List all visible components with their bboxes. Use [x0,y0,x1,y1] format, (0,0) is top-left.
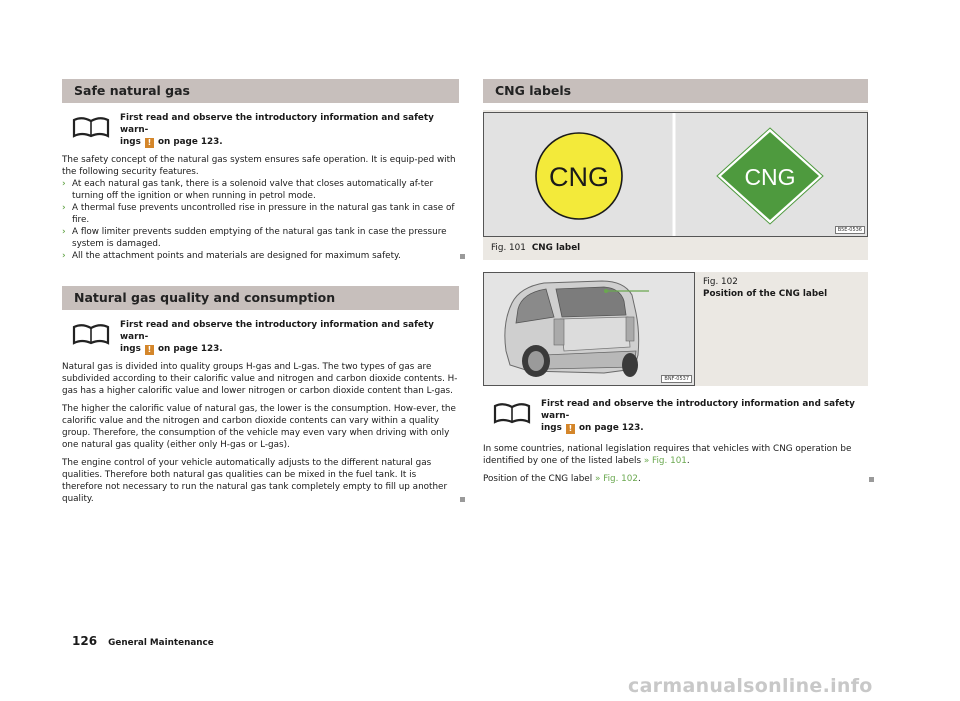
section-end-icon [460,497,465,502]
left-column [62,79,459,505]
list-item: › At each natural gas tank, there is a solenoid valve that closes automatically af-ter turning off the ignition or when running in petrol mode. [62,179,434,201]
intro-note: First read and observe the introductory information and safety warn- ings ! on page 123. [483,398,868,434]
paragraph: The higher the calorific value of natural gas, the lower is the consumption. How-ever, the calorific value and the nitrogen and carbon dioxide contents can vary within a quality group. Therefore, the consumption of the vehicle may even vary when driving with only one natural gas quality (either only H-gas or L-gas). [62,404,456,450]
figure-102 [483,272,868,386]
figure-caption: Fig. 102 Position of the CNG label [703,277,828,299]
watermark: carmanualsonline.info [628,675,873,697]
page-number: 126 [72,634,98,648]
warning-icon: ! [145,138,154,148]
image-code: B5E-0536 [835,226,865,234]
right-column [483,79,868,485]
figure-image [483,112,868,237]
section-heading-cng-labels: CNG labels [483,79,868,103]
car-rear-illustration [484,273,694,385]
list-item: › A thermal fuse prevents uncontrolled rise in pressure in the natural gas tank in case of fire. [62,203,455,225]
paragraph: Natural gas is divided into quality groups H-gas and L-gas. The two types of gas are subdivided according to their calorific value and nitrogen and carbon dioxide contents. H-gas has a higher calorific value and lower nitrogen or carbon dioxide content than L-gas. [62,362,458,396]
open-book-icon [72,323,110,345]
page-footer [72,630,214,649]
svg-text:CNG: CNG [744,164,796,190]
section-heading-safe-natural-gas: Safe natural gas [62,79,459,103]
warning-icon: ! [145,345,154,355]
fig-102-link[interactable]: » Fig. 102 [594,474,638,484]
list-item: › A flow limiter prevents sudden emptying of the natural gas tank in case the pressure system is damaged. [62,227,447,249]
intro-note: First read and observe the introductory information and safety warn- ings ! on page 123. [62,112,459,148]
figure-image [483,272,695,386]
warning-icon: ! [566,424,575,434]
section-end-icon [460,254,465,259]
image-code: BNF-0537 [661,375,692,383]
section-end-icon [869,477,874,482]
list-item: › All the attachment points and materials are designed for maximum safety. [62,250,459,262]
feature-list [62,178,459,262]
paragraph: The safety concept of the natural gas system ensures safe operation. It is equip-ped with the following security features. [62,155,456,177]
paragraph: The engine control of your vehicle automatically adjusts to the different natural gas qualities. Therefore both natural gas qualities can be mixed in the fuel tank. It is therefore not necessary to run the natural gas tank completely empty to fill up another quality. [62,458,448,504]
figure-101 [483,110,868,260]
open-book-icon [493,402,531,424]
paragraph: Position of the CNG label » Fig. 102. [483,474,641,484]
intro-note: First read and observe the introductory information and safety warn- ings ! on page 123. [62,319,459,355]
footer-section-title: General Maintenance [108,638,214,648]
paragraph: In some countries, national legislation requires that vehicles with CNG operation be identified by one of the listed labels » Fig. 101. [483,444,852,466]
fig-101-link[interactable]: » Fig. 101 [643,456,687,466]
cng-labels-illustration [484,113,867,236]
svg-text:CNG: CNG [549,162,609,192]
open-book-icon [72,116,110,138]
figure-caption: Fig. 101 CNG label [491,243,581,253]
section-heading-gas-quality: Natural gas quality and consumption [62,286,459,310]
